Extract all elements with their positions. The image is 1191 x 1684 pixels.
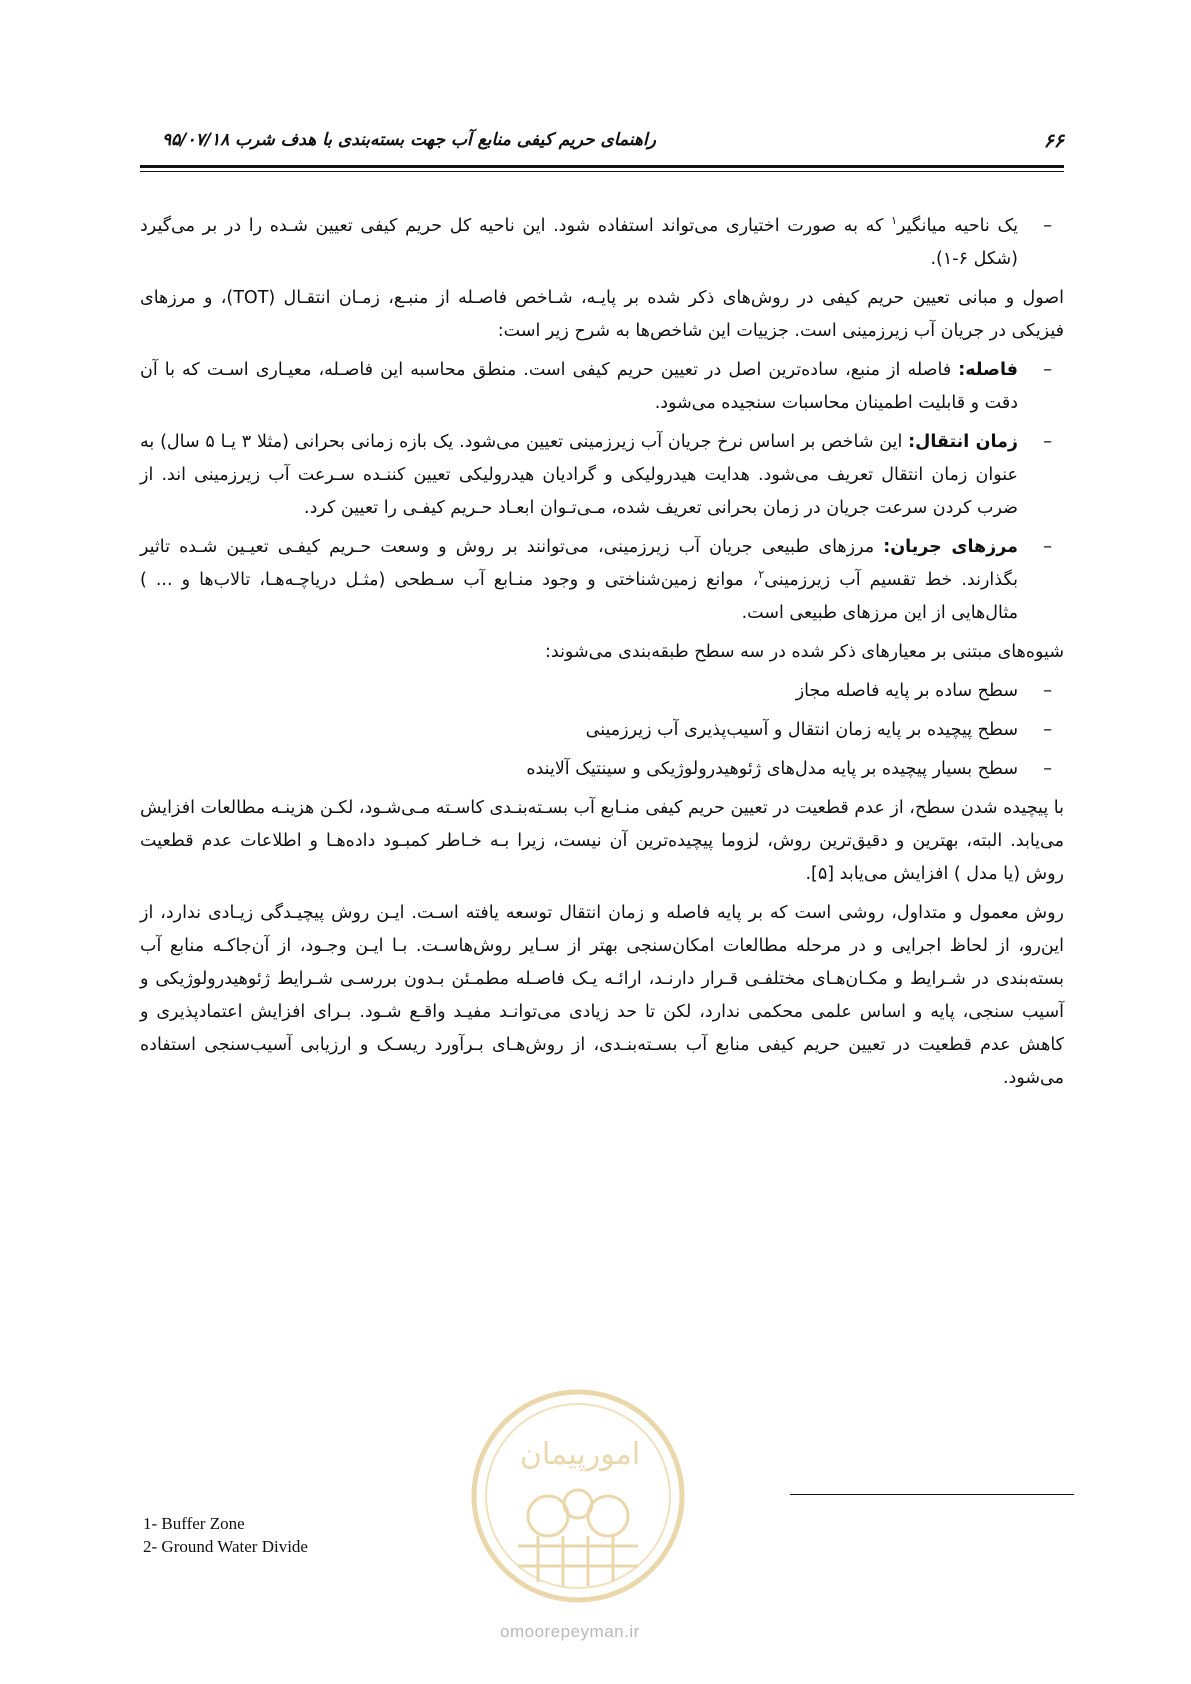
watermark-logo-icon xyxy=(468,1386,688,1606)
dash-bullet-icon: – xyxy=(1043,432,1052,452)
list-item-buffer-zone xyxy=(140,210,1064,276)
header-title: راهنمای حریم کیفی منابع آب جهت بسته‌بندی با هدف شرب xyxy=(235,130,656,150)
footnotes xyxy=(143,1512,308,1558)
level-item xyxy=(140,753,1064,786)
level-item xyxy=(140,675,1064,708)
footnote-1: 1- Buffer Zone xyxy=(143,1514,245,1533)
paragraph-common-method: روش معمول و متداول، روشی است که بر پایه فاصله و زمان انتقال توسعه یافته اسـت. ایـن روش پیچیـدگی زیـادی ندارد، از این‌رو، از لحاظ اجرایی و در مرحله مطالعات امکان‌سنجی بهتر از سـایر روش‌هاسـت. بـا ایـن وجـود، از آن‌جاکـه منابع آب بسته‌بندی در شـرایط و مکـان‌هـای مختلفـی قـرار دارنـد، ارائـه یـک فاصـله مطمـئن بـدون بررسـی شـرایط ژئوهیدرولوژیکی و آسیب سنجی، پایه و اساس علمی محکمی ندارد، لکن تا حد زیادی می‌توانـد مفیـد واقـع شـود. بـرای افزایش اعتمادپذیری و کاهش عدم قطعیت در تعیین حریم کیفی منابع آب بسـته‌بنـدی، از روش‌هـای بـرآورد ریسـک و ارزیابی آسیب‌سنجی استفاده می‌شود. xyxy=(140,903,1064,1088)
footnote-ref: ۲ xyxy=(758,568,765,582)
term-text: مرزهای طبیعی جریان آب زیرزمینی، می‌توانند بر روش و وسعت حـریم کیفـی تعیـین شـده تاثیر بگذارند. خط تقسیم آب زیرزمینی xyxy=(140,537,1018,590)
footnote-ref: ۱ xyxy=(891,214,897,228)
dash-bullet-icon: – xyxy=(1043,720,1052,740)
term-label: مرزهای جریان: xyxy=(883,537,1018,557)
dash-bullet-icon: – xyxy=(1043,759,1052,779)
level-text: سطح پیچیده بر پایه زمان انتقال و آسیب‌پذیری آب زیرزمینی xyxy=(585,720,1018,740)
header-rule-thick xyxy=(140,165,1064,168)
header-title-group xyxy=(140,130,656,150)
watermark-url: omoorepeyman.ir xyxy=(500,1622,640,1641)
paragraph-levels-intro: شیوه‌های مبتنی بر معیارهای ذکر شده در سه سطح طبقه‌بندی می‌شوند: xyxy=(544,642,1064,662)
level-text: سطح ساده بر پایه فاصله مجاز xyxy=(795,681,1018,701)
level-item xyxy=(140,714,1064,747)
header-rule-thin xyxy=(140,171,1064,172)
footnote-2: 2- Ground Water Divide xyxy=(143,1537,308,1556)
page-number: ۶۶ xyxy=(1043,130,1064,152)
list-item-travel-time xyxy=(140,426,1064,525)
running-header xyxy=(140,128,1064,158)
paragraph-complexity: با پیچیده شدن سطح، از عدم قطعیت در تعیین حریم کیفی منـابع آب بسـته‌بنـدی کاسـته مـی‌شـود، لکـن هزینـه مطالعات افزایش می‌یابد. البته، بهترین و دقیق‌ترین روش، لزوما پیچیده‌ترین آن نیست، زیرا بـه خـاطر کمبـود داده‌هـا و اطلاعات عدم قطعیت روش (یا مدل ) افزایش می‌یابد [۵]. xyxy=(140,798,1064,884)
dash-bullet-icon: – xyxy=(1043,360,1052,380)
bullet-text: یک ناحیه میانگیر xyxy=(896,216,1018,236)
term-text: این شاخص بر اساس نرخ جریان آب زیرزمینی تعیین می‌شود. یک بازه زمانی بحرانی (مثلا ۳ یـا ۵ سال) به عنوان زمان انتقال تعریف می‌شود. هدایت هیدرولیکی و گرادیان هیدرولیکی تعیین کننـده سـرعت آب زیرزمینی اند. از ضرب کردن سرعت جریان در زمان بحرانی تعریف شده، مـی‌تـوان ابعـاد حـریم کیفـی را تعیین کرد. xyxy=(140,432,1018,518)
bullet-text-rest: که به صورت اختیاری می‌تواند استفاده شود. این ناحیه کل حریم کیفی تعیین شـده را در بر می‌گیرد (شکل ۶-۱). xyxy=(140,216,1018,269)
level-text: سطح بسیار پیچیده بر پایه مدل‌های ژئوهیدرولوژیکی و سینتیک آلاینده xyxy=(526,759,1018,779)
dash-bullet-icon: – xyxy=(1043,216,1052,236)
watermark-logo-text: امورپیمان xyxy=(519,1437,641,1472)
paragraph-principles: اصول و مبانی تعیین حریم کیفی در روش‌های ذکر شده بر پایـه، شـاخص فاصـله از منبـع، زمـان انتقـال (TOT)، و مرزهای فیزیکی در جریان آب زیرزمینی است. جزییات این شاخص‌ها به شرح زیر است: xyxy=(140,288,1064,341)
list-item-flow-boundaries xyxy=(140,531,1064,630)
body-text xyxy=(140,210,1064,1101)
term-label: زمان انتقال: xyxy=(908,432,1018,452)
dash-bullet-icon: – xyxy=(1043,537,1052,557)
dash-bullet-icon: – xyxy=(1043,681,1052,701)
footnote-rule xyxy=(790,1494,1074,1495)
term-text-rest: ، موانع زمین‌شناختی و وجود منـابع آب سـطحی (مثـل دریاچـه‌هـا، تالاب‌ها و ... ) مثال‌هایی از این مرزهای طبیعی است. xyxy=(140,570,1018,623)
term-label: فاصله: xyxy=(958,360,1018,380)
list-item-distance xyxy=(140,354,1064,420)
header-date: ۹۵/۰۷/۱۸ xyxy=(162,130,230,150)
term-text: فاصله از منبع، ساده‌ترین اصل در تعیین حریم کیفی است. منطق محاسبه این فاصـله، معیـاری اسـت که با آن دقت و قابلیت اطمینان محاسبات سنجیده می‌شود. xyxy=(140,360,1018,413)
